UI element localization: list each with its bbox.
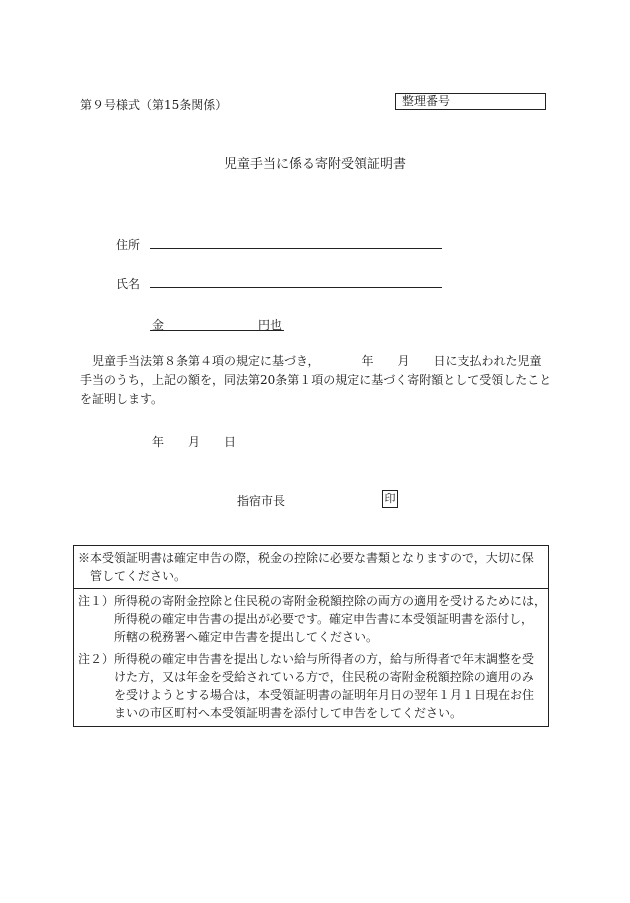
issuer-title: 指宿市長 [237,494,286,508]
warning-line: ※本受領証明書は確定申告の際，税金の控除に必要な書類となりますので，大切に保 [78,551,534,565]
note1-line: 所得税の確定申告書の提出が必要です。確定申告書に本受領証明書を添付し， [78,612,534,626]
note2-line: を受けようとする場合は，本受領証明書の証明年月日の翌年１月１日現在お住 [78,688,535,702]
note2-line: まいの市区町村へ本受領証明書を添付して申告をしてください。 [78,706,463,720]
amount-suffix: 円也 [258,318,283,332]
body-line: 手当のうち，上記の額を，同法第20条第１項の規定に基づく寄附額として受領したこと [80,373,552,387]
seiri-bangou-box [395,93,546,110]
amount-underline [150,330,284,331]
form-number: 第９号様式（第15条関係） [80,98,228,112]
body-line: 児童手当法第８条第４項の規定に基づき， 年 月 日に支払われた児童 [80,354,542,368]
body-line: を証明します。 [80,392,164,406]
amount-prefix: 金 [152,318,165,332]
document-title: 児童手当に係る寄附受領証明書 [223,157,406,172]
note1-line: 所轄の税務署へ確定申告書を提出してください。 [78,630,379,644]
note2-line: 注２）所得税の確定申告書を提出しない給与所得者の方，給与所得者で年末調整を受 [78,652,535,666]
address-line [150,248,442,249]
note2-line: けた方，又は年金を受給されている方で，住民税の寄附金税額控除の適用のみ [78,670,534,684]
seiri-bangou-label: 整理番号 [402,94,451,108]
notes-box [73,545,549,727]
certification-date: 年 月 日 [152,435,237,449]
certification-text [80,352,552,409]
address-label: 住所 [116,238,141,252]
name-line [150,287,442,288]
warning-line: 管してください。 [78,569,187,583]
notes-divider [74,588,548,589]
seal-mark: 印 [382,490,398,508]
note1-line: 注１）所得税の寄附金控除と住民税の寄附金税額控除の両方の適用を受けるためには， [78,594,547,608]
name-label: 氏名 [116,277,141,291]
